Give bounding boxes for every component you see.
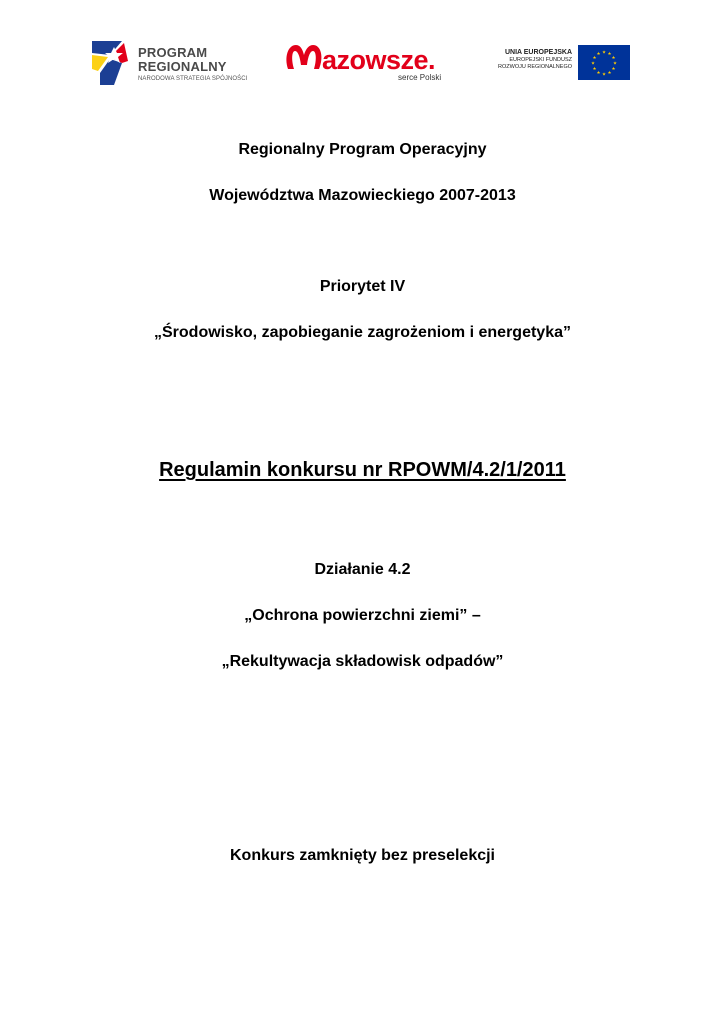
program-logo-line1: PROGRAM [138,45,208,60]
svg-text:★: ★ [601,50,607,56]
priority-name: „Środowisko, zapobieganie zagrożeniom i energetyka” [154,324,571,341]
program-regionalny-emblem-icon [88,33,134,93]
eu-logo-line1: UNIA EUROPEJSKA [504,49,572,56]
header-logos-bar [86,33,634,93]
priority-label: Priorytet IV [319,278,406,295]
program-regionalny-logo [88,33,268,93]
mazowsze-tagline: serce Polski [398,73,442,82]
mazowsze-logo [282,39,458,89]
mazowsze-name: azowsze. [322,45,436,75]
program-name-line2: Województwa Mazowieckiego 2007-2013 [209,187,516,204]
action-subname: „Rekultywacja składowisk odpadów” [221,653,504,670]
svg-text:★: ★ [596,71,601,76]
action-name: „Ochrona powierzchni ziemi” – [244,607,481,624]
svg-text:★: ★ [592,67,597,72]
svg-text:★: ★ [596,52,601,57]
eu-flag-icon [578,45,630,80]
action-label: Działanie 4.2 [314,561,411,578]
svg-text:★: ★ [611,56,616,61]
eu-logo-line3: ROZWOJU REGIONALNEGO [498,64,572,70]
svg-text:★: ★ [607,71,612,76]
contest-type: Konkurs zamknięty bez preselekcji [230,847,495,864]
svg-text:★: ★ [612,61,618,67]
svg-text:★: ★ [601,72,607,78]
document-title: Regulamin konkursu nr RPOWM/4.2/1/2011 [159,459,566,481]
svg-text:★: ★ [590,61,596,67]
program-logo-line2: REGIONALNY [138,59,227,74]
program-name-line1: Regionalny Program Operacyjny [238,141,487,158]
program-logo-line3: NARODOWA STRATEGIA SPÓJNOŚCI [138,76,248,82]
svg-text:★: ★ [592,56,597,61]
program-regionalny-text [138,46,247,84]
eu-logo-text [482,48,572,71]
eu-logo-line2: EUROPEJSKI FUNDUSZ [509,57,572,63]
svg-text:★: ★ [611,67,616,72]
svg-text:★: ★ [607,52,612,57]
